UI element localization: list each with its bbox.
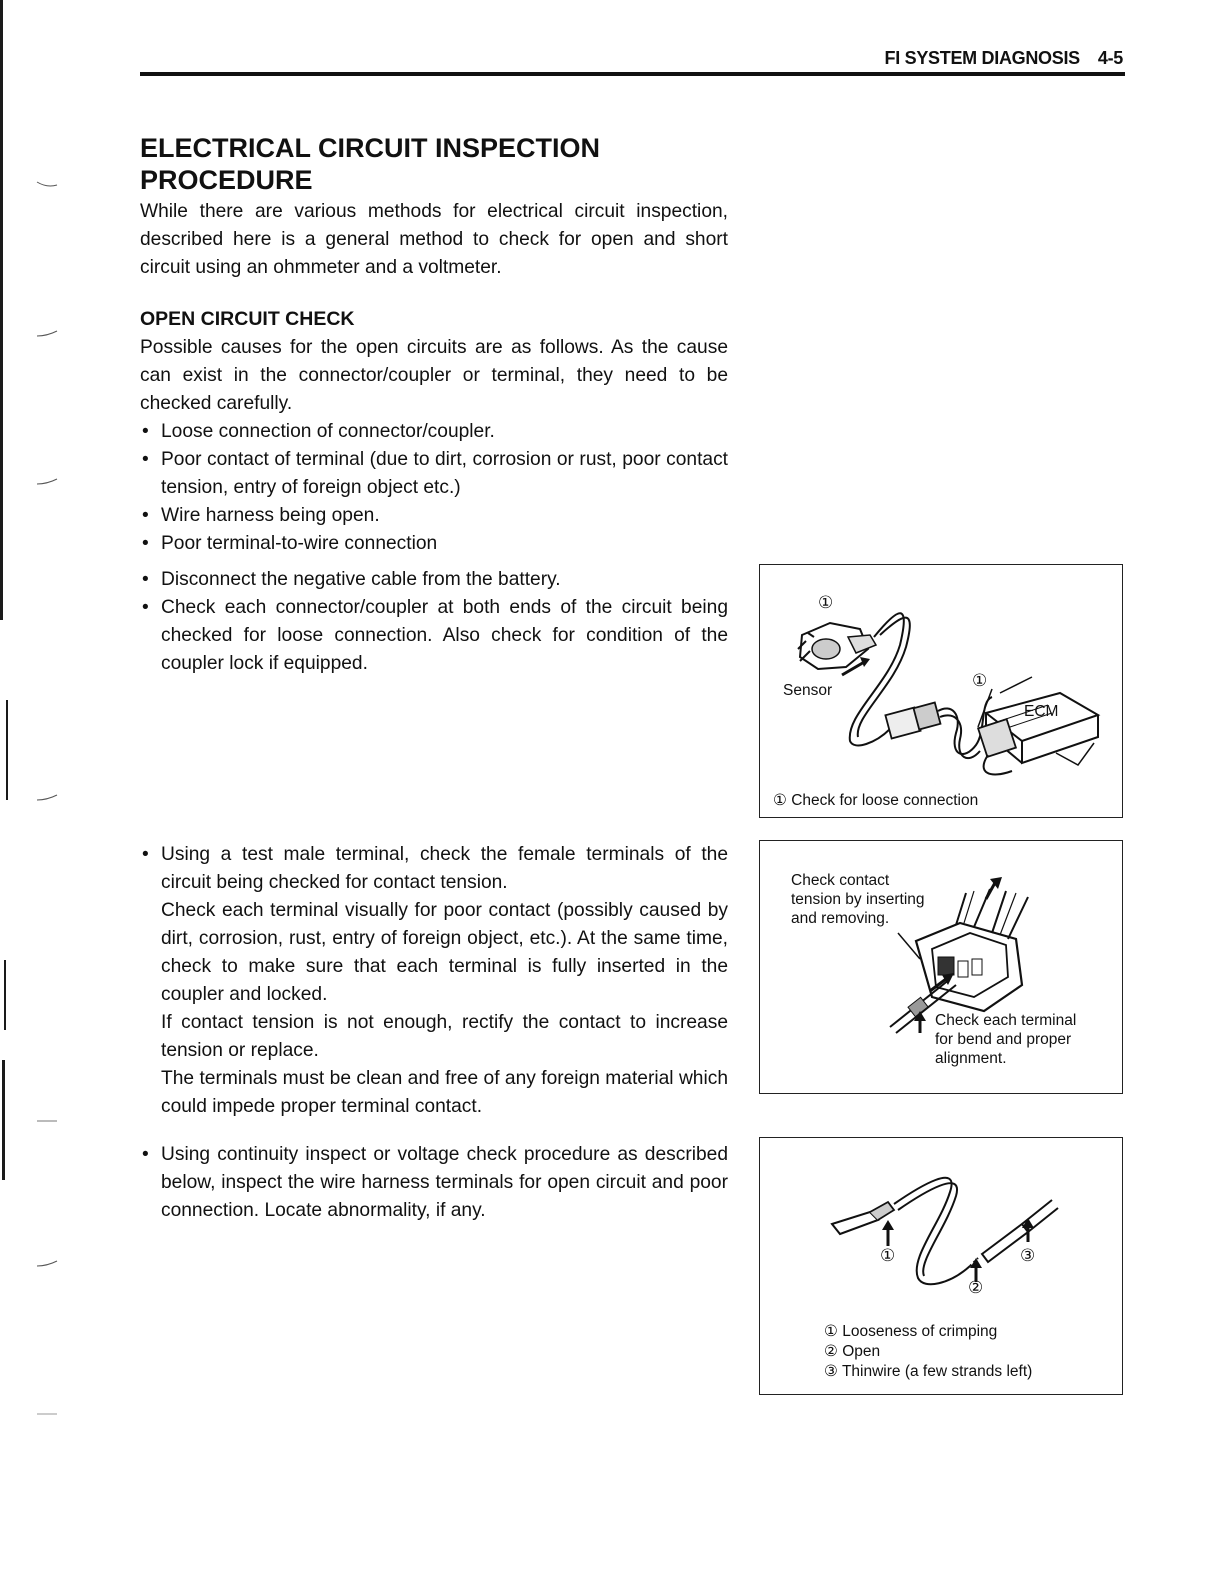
list-item xyxy=(140,841,728,1121)
legend-text: Open xyxy=(842,1343,881,1360)
binding-hole-mark xyxy=(36,1410,58,1418)
steps-list-1 xyxy=(140,566,728,678)
figure-loose-connection xyxy=(759,564,1123,818)
fault-marker-3: ③ xyxy=(1020,1246,1036,1265)
scan-edge-mark xyxy=(6,700,8,800)
title-line-1: ELECTRICAL CIRCUIT INSPECTION xyxy=(140,133,601,163)
page-number: 4-5 xyxy=(1097,48,1123,68)
tension-label xyxy=(791,871,925,928)
legend-text: Looseness of crimping xyxy=(842,1323,998,1340)
binding-hole-mark xyxy=(36,1260,58,1268)
tension-label-line-2: tension by inserting xyxy=(791,891,925,908)
caption-text: Check for loose connection xyxy=(791,792,979,809)
list-item: • Poor contact of terminal (due to dirt, corrosion or rust, poor contact tension, entry of foreign object etc.) xyxy=(140,446,728,502)
legend-marker: ② xyxy=(824,1343,838,1360)
legend-marker: ③ xyxy=(824,1363,838,1380)
figure3-legend xyxy=(824,1322,1032,1382)
terminal-label xyxy=(935,1011,1076,1068)
list-item: • Loose connection of connector/coupler. xyxy=(140,418,728,446)
page-header xyxy=(140,44,1125,76)
page-title xyxy=(140,132,740,196)
tension-label-line-3: and removing. xyxy=(791,910,890,927)
binding-hole-mark xyxy=(36,1116,58,1124)
list-item: • Wire harness being open. xyxy=(140,502,728,530)
binding-hole-mark xyxy=(36,330,58,338)
fault-marker-1: ① xyxy=(880,1246,896,1265)
terminal-label-line-1: Check each terminal xyxy=(935,1012,1077,1029)
figure-contact-tension xyxy=(759,840,1123,1094)
step2-line-2: Check each terminal visually for poor contact (possibly caused by dirt, corrosion, rust, entry of foreign object, etc.). At the same time, check to make sure that each terminal is fully inserted in the coupler and locked. xyxy=(161,900,728,1005)
causes-list xyxy=(140,418,728,558)
list-item: • Using continuity inspect or voltage check procedure as described below, inspect the wire harness terminals for open circuit and poor connection. Locate abnormality, if any. xyxy=(140,1141,728,1225)
ecm-label: ECM xyxy=(1024,703,1059,720)
list-item: • Check each connector/coupler at both ends of the circuit being checked for loose connection. Also check for condition of the coupler lock if equipped. xyxy=(140,594,728,678)
open-circuit-heading: OPEN CIRCUIT CHECK xyxy=(140,308,355,330)
title-line-2: PROCEDURE xyxy=(140,165,313,195)
open-circuit-paragraph: Possible causes for the open circuits are as follows. As the cause can exist in the connector/coupler or terminal, they need to be checked carefully. xyxy=(140,337,728,414)
tension-label-line-1: Check contact xyxy=(791,872,890,889)
terminal-label-line-2: for bend and proper xyxy=(935,1031,1072,1048)
list-item: • Poor terminal-to-wire connection xyxy=(140,530,728,558)
sensor-label: Sensor xyxy=(783,682,833,699)
section-title: FI SYSTEM DIAGNOSIS xyxy=(884,48,1080,68)
binding-hole-mark xyxy=(36,478,58,486)
fault-marker-2: ② xyxy=(968,1278,984,1297)
scan-edge-mark xyxy=(0,0,3,620)
list-item: • Disconnect the negative cable from the battery. xyxy=(140,566,728,594)
step2-line-3: If contact tension is not enough, rectify the contact to increase tension or replace. xyxy=(161,1012,728,1061)
intro-paragraph: While there are various methods for electrical circuit inspection, described here is a general method to check for open and short circuit using an ohmmeter and a voltmeter. xyxy=(140,201,728,278)
step2-line-4: The terminals must be clean and free of any foreign material which could impede proper terminal contact. xyxy=(161,1068,728,1117)
steps-list-3 xyxy=(140,1141,728,1225)
header-text xyxy=(885,48,1123,69)
step2-line-1: Using a test male terminal, check the female terminals of the circuit being checked for contact tension. xyxy=(161,844,728,893)
figure1-caption xyxy=(773,791,978,810)
binding-hole-mark xyxy=(36,180,58,188)
marker-1-ecm: ① xyxy=(972,671,988,690)
figure-wire-faults xyxy=(759,1137,1123,1395)
terminal-label-line-3: alignment. xyxy=(935,1050,1007,1067)
legend-text: Thinwire (a few strands left) xyxy=(841,1363,1033,1380)
steps-list-2 xyxy=(140,841,728,1121)
binding-hole-mark xyxy=(36,794,58,802)
scan-edge-mark xyxy=(4,960,6,1030)
caption-marker: ① xyxy=(773,792,787,809)
scan-edge-mark xyxy=(2,1060,5,1180)
legend-marker: ① xyxy=(824,1323,838,1340)
marker-1-sensor: ① xyxy=(818,593,834,612)
